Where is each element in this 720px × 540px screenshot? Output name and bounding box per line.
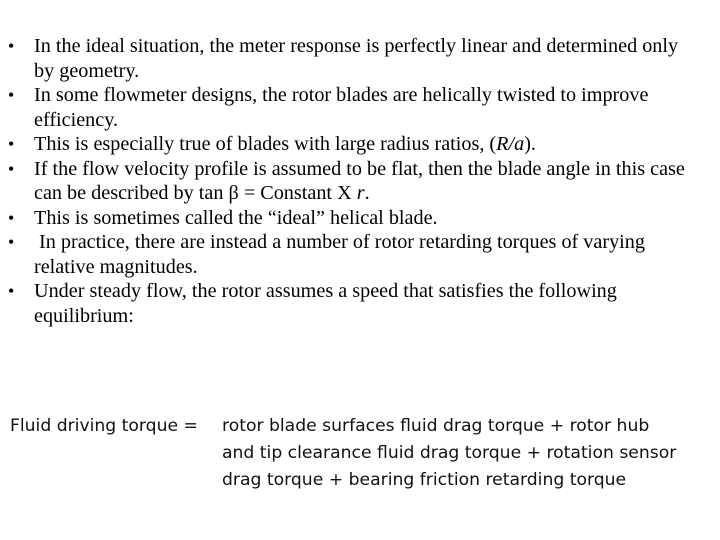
bullet-text: Under steady flow, the rotor assumes a speed that satisfies the following equilibrium:: [34, 280, 622, 327]
bullet-text: In practice, there are instead a number of rotor retarding torques of varying relative magnitudes.: [34, 231, 651, 278]
bullet-icon: •: [8, 232, 15, 252]
radius-ratio-symbol: R/a: [496, 133, 525, 155]
bullet-icon: •: [8, 207, 15, 228]
bullet-text-part: This is especially true of blades with large radius ratios, (: [34, 133, 497, 155]
equation-rhs-line: and tip clearance fluid drag torque + rotation sensor: [222, 443, 677, 463]
bullet-item: [0, 83, 700, 132]
bullet-icon: •: [8, 134, 15, 154]
bullet-item: [0, 206, 700, 231]
bullet-item: [0, 230, 700, 279]
equation-rhs: [222, 413, 707, 494]
bullet-text: [34, 133, 536, 155]
bullet-icon: •: [8, 85, 15, 105]
bullet-item: [0, 34, 700, 83]
bullet-icon: •: [8, 36, 15, 56]
radius-symbol: r: [356, 182, 365, 204]
bullet-text: In some flowmeter designs, the rotor blades are helically twisted to improve efficiency.: [34, 84, 654, 131]
equation-rhs-line: rotor blade surfaces fluid drag torque + rotor hub: [222, 416, 650, 436]
bullet-text: In the ideal situation, the meter response is perfectly linear and determined only by geometry.: [34, 35, 684, 82]
bullet-icon: •: [8, 158, 15, 179]
equation-lhs: Fluid driving torque =: [10, 416, 198, 436]
bullet-item: [0, 157, 700, 206]
bullet-item: [0, 132, 700, 157]
equation-rhs-line: drag torque + bearing friction retarding torque: [222, 470, 627, 490]
bullet-item: [0, 279, 700, 328]
bullet-icon: •: [8, 281, 15, 301]
bullet-list: [0, 34, 700, 328]
bullet-text-part: ).: [524, 133, 536, 155]
bullet-text-part: If the flow velocity profile is assumed to be flat, then the blade angle in this case can be described by tan β = Constant X: [34, 157, 690, 204]
bullet-text: This is sometimes called the “ideal” helical blade.: [34, 206, 438, 229]
bullet-text: [34, 158, 690, 205]
bullet-text-part: .: [364, 182, 370, 204]
